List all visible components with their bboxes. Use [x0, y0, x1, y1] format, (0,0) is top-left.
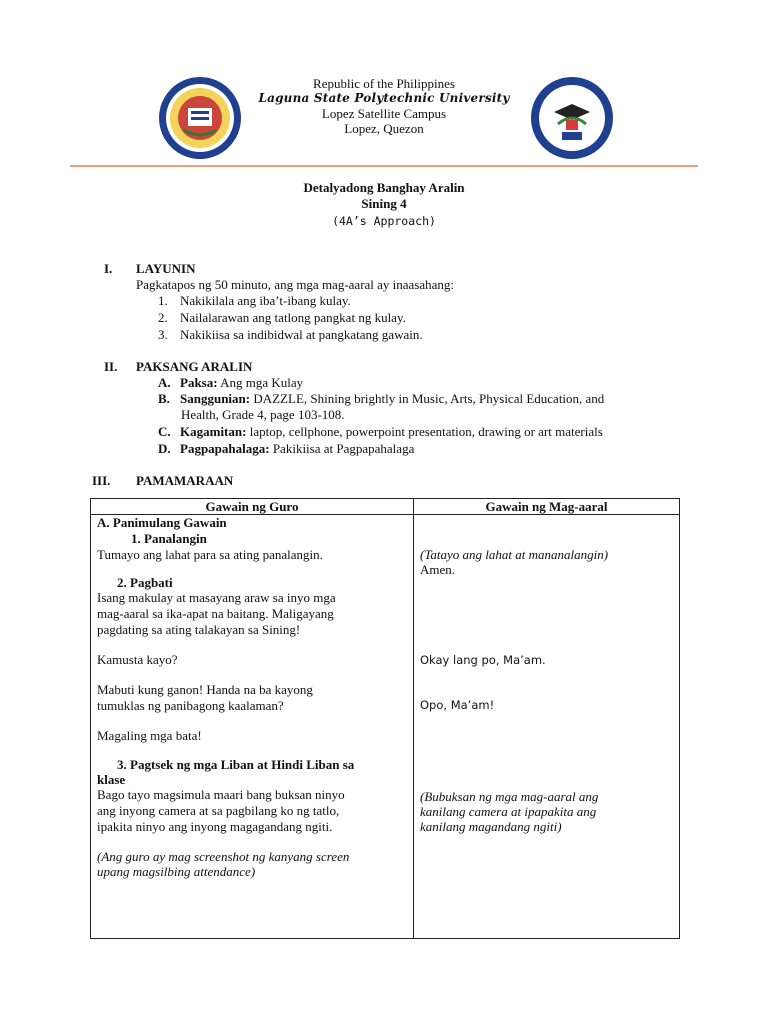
section-number: III. — [92, 473, 111, 488]
step-heading: 3. Pagtsek ng mga Liban at Hindi Liban sa — [117, 757, 355, 772]
teacher-line: Tumayo ang lahat para sa ating panalangin. — [97, 547, 323, 562]
student-response: Amen. — [420, 562, 456, 577]
student-response: kanilang magandang ngiti) — [420, 819, 562, 834]
student-response: (Tatayo ang lahat at mananalangin) — [420, 547, 609, 562]
title-line-2: Sining 4 — [361, 196, 407, 211]
title-line-1: Detalyadong Banghay Aralin — [303, 180, 465, 195]
campus-line: Lopez Satellite Campus — [321, 106, 447, 121]
title-line-3: (4A’s Approach) — [332, 214, 436, 228]
teacher-note: upang magsilbing attendance) — [97, 864, 256, 879]
list-item: 3. Nakikiisa sa indibidwal at pangkatang gawain. — [158, 327, 423, 342]
step-heading: 1. Panalangin — [131, 531, 207, 546]
section-title: PAMAMARAAN — [136, 473, 234, 488]
teacher-line: ang inyong camera at sa pagbilang ko ng tatlo, — [97, 803, 340, 818]
section-intro: Pagkatapos ng 50 minuto, ang mga mag-aaral ay inaasahang: — [136, 277, 455, 292]
teacher-line: Magaling mga bata! — [97, 728, 202, 743]
student-response: Okay lang po, Ma’am. — [420, 653, 546, 667]
document-header — [0, 76, 768, 136]
list-item: C. Kagamitan: laptop, cellphone, powerpoint presentation, drawing or art materials — [158, 424, 603, 439]
location-line: Lopez, Quezon — [344, 121, 424, 136]
list-item: B. Sanggunian: DAZZLE, Shining brightly in Music, Arts, Physical Education, and — [158, 391, 605, 406]
university-name: Laguna State Polytechnic University — [258, 91, 510, 105]
republic-line: Republic of the Philippines — [313, 76, 455, 91]
teacher-line: Mabuti kung ganon! Handa na ba kayong — [97, 682, 313, 697]
section-number: II. — [104, 359, 118, 374]
list-item: D. Pagpapahalaga: Pakikiisa at Pagpapahalaga — [158, 441, 415, 456]
column-header-guro: Gawain ng Guro — [91, 499, 414, 515]
student-response: kanilang camera at ipapakita ang — [420, 804, 597, 819]
teacher-line: Kamusta kayo? — [97, 652, 178, 667]
student-response: (Bubuksan ng mga mag-aaral ang — [420, 789, 599, 804]
header-divider — [70, 165, 698, 167]
student-response: Opo, Ma’am! — [420, 698, 495, 712]
list-item: 1. Nakikilala ang iba’t-ibang kulay. — [158, 293, 351, 308]
teacher-note: (Ang guro ay mag screenshot ng kanyang screen — [97, 849, 350, 864]
teacher-line: tumuklas ng panibagong kaalaman? — [97, 698, 284, 713]
step-heading-continuation: klase — [97, 772, 126, 787]
column-header-magaaral: Gawain ng Mag-aaral — [414, 499, 680, 515]
teacher-line: mag-aaral sa ika-apat na baitang. Maligayang — [97, 606, 334, 621]
section-title: PAKSANG ARALIN — [136, 359, 253, 374]
step-heading: 2. Pagbati — [117, 575, 173, 590]
section-title: LAYUNIN — [136, 261, 196, 276]
teacher-line: Bago tayo magsimula maari bang buksan ninyo — [97, 787, 345, 802]
list-item: A. Paksa: Ang mga Kulay — [158, 375, 304, 390]
teacher-line: ipakita ninyo ang inyong magagandang ngiti. — [97, 819, 333, 834]
list-item: 2. Nailalarawan ang tatlong pangkat ng kulay. — [158, 310, 406, 325]
magaaral-cell — [414, 515, 680, 939]
activity-table — [90, 498, 680, 939]
teacher-line: Isang makulay at masayang araw sa inyo mga — [97, 590, 336, 605]
document-title — [0, 180, 768, 230]
subsection-heading: A. Panimulang Gawain — [97, 515, 227, 530]
guro-cell — [91, 515, 414, 939]
section-number: I. — [104, 261, 113, 276]
list-item-continuation: Health, Grade 4, page 103-108. — [181, 407, 345, 422]
teacher-line: pagdating sa ating talakayan sa Sining! — [97, 622, 301, 637]
